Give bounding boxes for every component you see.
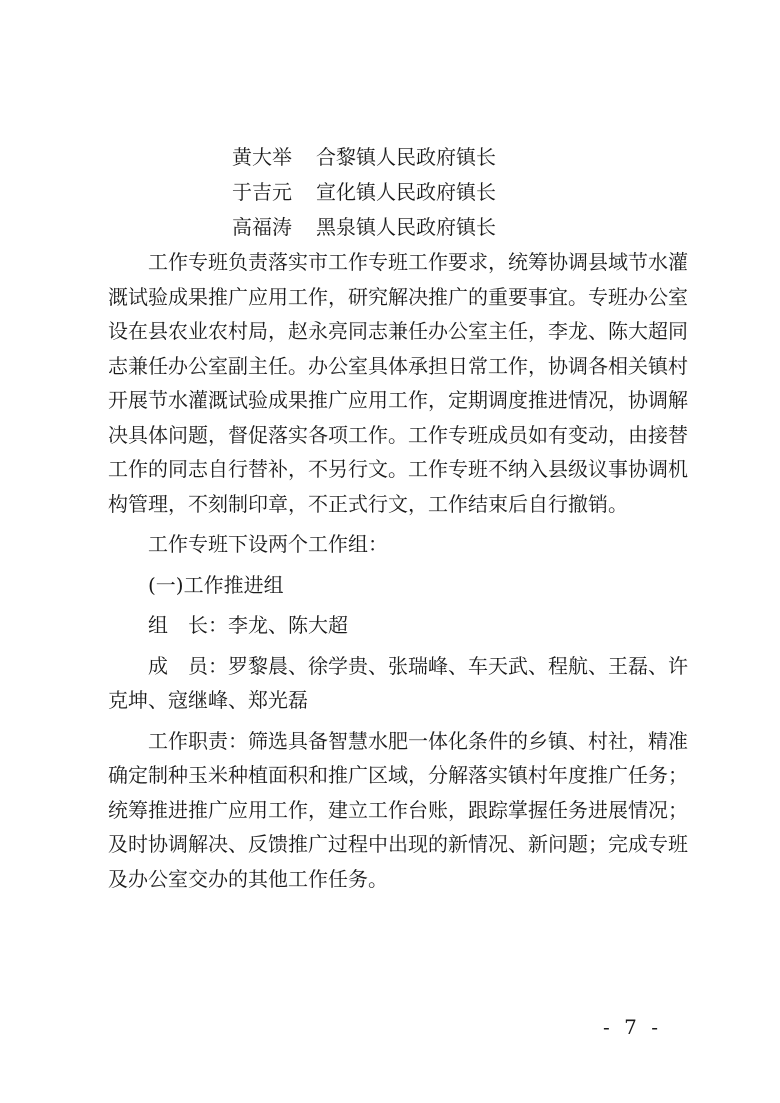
paragraph-groups-intro: 工作专班下设两个工作组：: [148, 532, 388, 556]
body-text: [108, 245, 688, 896]
section-heading-promotion-group: (一)工作推进组: [148, 572, 284, 597]
member-row: [232, 175, 496, 210]
member-name: 于吉元: [232, 180, 292, 204]
member-title: 黑泉镇人民政府镇长: [316, 215, 496, 239]
group-leader-line: 组 长：李龙、陈大超: [148, 613, 348, 637]
member-title: 合黎镇人民政府镇长: [316, 145, 496, 169]
paragraph-duties: 工作职责：筛选具备智慧水肥一体化条件的乡镇、村社，精准确定制种玉米种植面积和推广区域，分解落实镇村年度推广任务；统筹推进推广应用工作，建立工作台账，跟踪掌握任务进展情况；及时协调解决、反馈推广过程中出现的新情况、新问题；完成专班及办公室交办的其他工作任务。: [108, 728, 688, 891]
group-members-line: 成 员：罗黎晨、徐学贵、张瑞峰、车天武、程航、王磊、许克坤、寇继峰、郑光磊: [108, 653, 688, 712]
member-row: [232, 210, 496, 245]
paragraph-responsibilities: 工作专班负责落实市工作专班工作要求，统筹协调县域节水灌溉试验成果推广应用工作，研究解决推广的重要事宜。专班办公室设在县农业农村局，赵永亮同志兼任办公室主任，李龙、陈大超同志兼任办公室副主任。办公室具体承担日常工作，协调各相关镇村开展节水灌溉试验成果推广应用工作，定期调度推进情况，协调解决具体问题，督促落实各项工作。工作专班成员如有变动，由接替工作的同志自行替补，不另行文。工作专班不纳入县级议事协调机构管理，不刻制印章，不正式行文，工作结束后自行撤销。: [108, 250, 688, 516]
member-name: 高福涛: [232, 215, 292, 239]
page-number: - 7 -: [603, 1015, 662, 1039]
member-list: [232, 140, 496, 245]
member-name: 黄大举: [232, 145, 292, 169]
member-row: [232, 140, 496, 175]
member-title: 宣化镇人民政府镇长: [316, 180, 496, 204]
